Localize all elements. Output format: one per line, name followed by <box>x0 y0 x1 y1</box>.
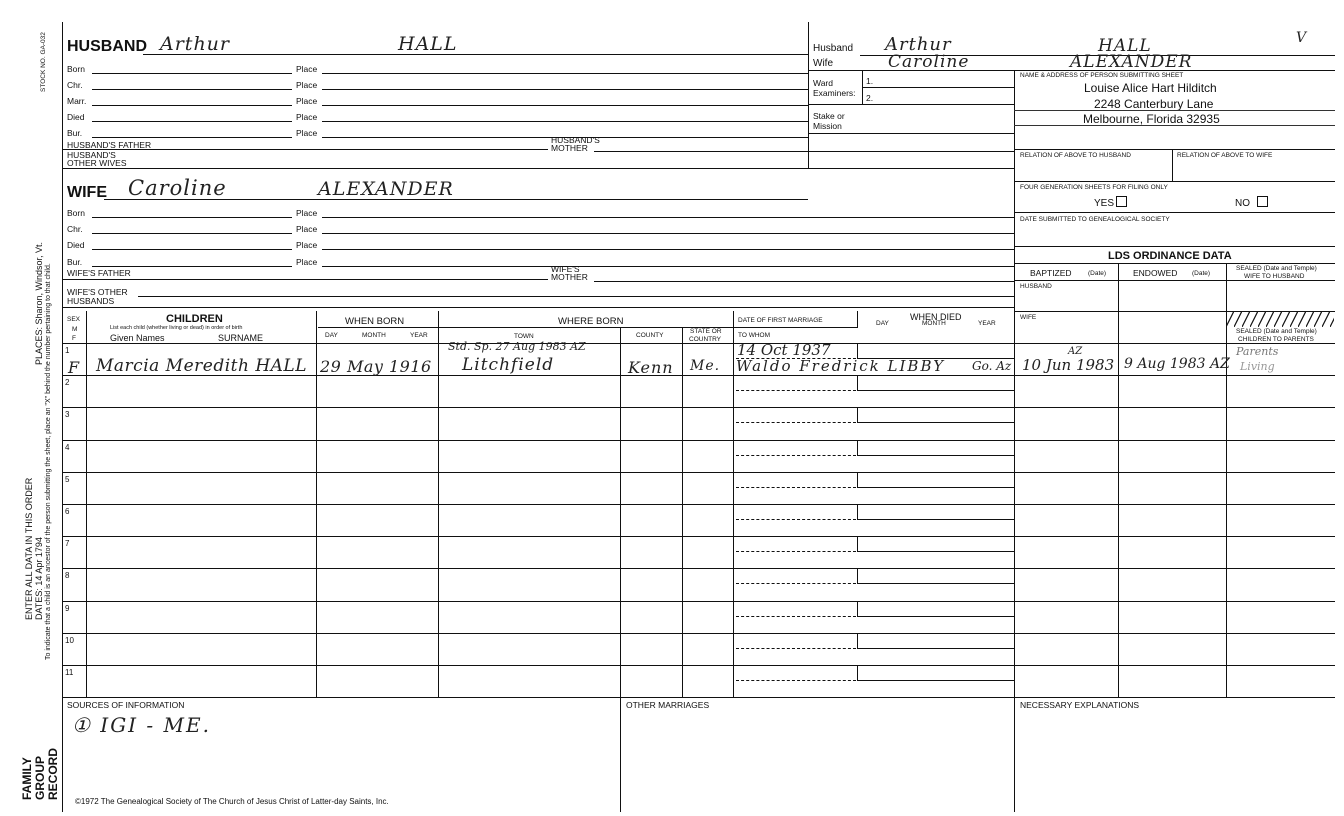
to-whom-label: TO WHOM <box>738 332 771 339</box>
husband-died-place-line <box>322 121 808 122</box>
submitter-bottom <box>1014 149 1335 150</box>
wife-chr-place-label: Place <box>296 224 318 234</box>
born-day-label: DAY <box>325 332 338 339</box>
sealed-wife-label-2: WIFE TO HUSBAND <box>1244 273 1305 280</box>
husband-mother-label-1: HUSBAND'S <box>551 135 600 145</box>
relation-wife-label: RELATION OF ABOVE TO WIFE <box>1177 152 1273 159</box>
footer-top-line <box>62 697 1335 698</box>
child-row-line <box>62 440 1335 441</box>
children-header-mid <box>318 327 858 328</box>
wife-died-date-line <box>92 249 292 250</box>
marriage-date-dash <box>736 551 856 552</box>
enter-all-note: ENTER ALL DATA IN THIS ORDER <box>24 477 34 620</box>
relation-bottom <box>1014 181 1335 182</box>
child-row-line <box>62 536 1335 537</box>
town-label: TOWN <box>514 333 534 340</box>
child-1-sealed-2: Living <box>1240 360 1275 373</box>
explanations-label: NECESSARY EXPLANATIONS <box>1020 700 1140 710</box>
husband-chr-date-line <box>92 89 292 90</box>
wife-born-label: Born <box>67 208 85 218</box>
submitter-line-2 <box>1014 125 1335 126</box>
wife-other-husbands-label-2: HUSBANDS <box>67 296 115 306</box>
col-marriage-divider <box>857 311 858 328</box>
wife-other-husbands-line <box>138 296 1014 297</box>
children-label: CHILDREN <box>166 313 223 325</box>
marriage-date-dash <box>736 583 856 584</box>
died-year-label: YEAR <box>978 320 996 327</box>
death-date-divider <box>857 408 858 422</box>
wife-chr-place-line <box>322 233 1014 234</box>
death-date-line <box>857 519 1014 520</box>
wife-bur-place-line <box>322 266 1014 267</box>
form-title-group: GROUP <box>33 755 47 800</box>
child-1-spouse: Waldo Fredrick LIBBY <box>736 357 946 375</box>
given-names-label: Given Names <box>110 333 165 343</box>
death-date-line <box>857 680 1014 681</box>
husband-given-name: Arthur <box>160 33 230 55</box>
places-note: PLACES: Sharon, Windsor, Vt. <box>34 241 44 365</box>
submitter-street: 2248 Canterbury Lane <box>1094 97 1214 111</box>
marriage-date-dash <box>736 616 856 617</box>
marriage-date-dash <box>736 487 856 488</box>
stake-label: Stake or <box>813 111 845 121</box>
sealed-children-label-1: SEALED (Date and Temple) <box>1236 328 1317 335</box>
child-row-number: 8 <box>65 571 70 581</box>
husband-marr-place-line <box>322 105 808 106</box>
four-gen-label: FOUR GENERATION SHEETS FOR FILING ONLY <box>1020 184 1168 191</box>
husband-died-place-label: Place <box>296 112 318 122</box>
wife-died-place-line <box>322 249 1014 250</box>
husband-section-bottom <box>62 168 1014 169</box>
husband-mother-line <box>594 151 1014 152</box>
husband-born-label: Born <box>67 64 85 74</box>
lds-wife-row-label: WIFE <box>1020 314 1037 321</box>
sources-label: SOURCES OF INFORMATION <box>67 700 185 710</box>
husband-chr-place-label: Place <box>296 80 318 90</box>
wife-bur-place-label: Place <box>296 257 318 267</box>
wife-chr-date-line <box>92 233 292 234</box>
death-date-divider <box>857 634 858 648</box>
wife-other-husbands-label-1: WIFE'S OTHER <box>67 287 128 297</box>
tr-corner-mark: V <box>1296 30 1308 46</box>
husband-mother-label-2: MOTHER <box>551 143 588 153</box>
husband-chr-place-line <box>322 89 808 90</box>
lds-title: LDS ORDINANCE DATA <box>1108 250 1232 262</box>
mission-label: Mission <box>813 121 842 131</box>
tr-husband-given: Arthur <box>885 34 952 55</box>
hatched-box <box>1226 311 1334 327</box>
footer-divider <box>620 697 621 812</box>
wife-father-label: WIFE'S FATHER <box>67 268 131 278</box>
husband-marr-date-line <box>92 105 292 106</box>
stock-number: STOCK NO. GA-032 <box>40 32 47 92</box>
death-date-line <box>857 616 1014 617</box>
child-row-number: 11 <box>65 668 74 677</box>
husband-other-wives-label-1: HUSBAND'S <box>67 150 116 160</box>
wife-given-name: Caroline <box>128 176 227 200</box>
child-row-number: 1 <box>65 346 70 355</box>
sources-value: ① IGI - ME. <box>72 713 211 737</box>
lds-header-bottom <box>1014 280 1335 281</box>
death-date-divider <box>857 441 858 455</box>
wife-bur-label: Bur. <box>67 257 83 267</box>
date-submitted-bottom <box>1014 246 1335 247</box>
marriage-date-dash <box>736 422 856 423</box>
died-day-label: DAY <box>876 320 889 327</box>
state-label-1: STATE OR <box>690 328 722 335</box>
husband-surname: HALL <box>398 33 458 55</box>
child-1-name: Marcia Meredith HALL <box>96 356 308 376</box>
death-date-divider <box>857 602 858 616</box>
submitter-name: Louise Alice Hart Hilditch <box>1084 81 1217 95</box>
wife-born-place-label: Place <box>296 208 318 218</box>
child-row-number: 7 <box>65 539 70 549</box>
wife-mother-label-1: WIFE'S <box>551 264 580 274</box>
other-marriages-label: OTHER MARRIAGES <box>626 700 710 710</box>
child-1-marriage-date: 14 Oct 1937 <box>737 341 831 359</box>
child-1-county: Kenn <box>628 358 674 377</box>
county-label: COUNTY <box>636 332 664 339</box>
yes-label: YES <box>1094 198 1115 209</box>
lds-title-bottom <box>1014 263 1335 264</box>
baptized-label: BAPTIZED <box>1030 268 1072 278</box>
child-row-line <box>62 568 1335 569</box>
husband-died-date-line <box>92 121 292 122</box>
examiner-1: 1. <box>866 76 874 86</box>
endowed-label: ENDOWED <box>1133 268 1178 278</box>
wife-bur-date-line <box>92 266 292 267</box>
husband-bur-date-line <box>92 137 292 138</box>
child-row-number: 4 <box>65 442 70 452</box>
born-month-label: MONTH <box>362 332 386 339</box>
marriage-date-dash <box>736 390 856 391</box>
col-town-divider <box>620 327 621 697</box>
death-date-line <box>857 583 1014 584</box>
husband-name-line <box>143 54 808 55</box>
form-title-family: FAMILY <box>20 757 34 800</box>
died-month-label: MONTH <box>922 320 946 327</box>
child-1-baptized-note: AZ <box>1068 346 1083 357</box>
husband-label: HUSBAND <box>67 38 147 55</box>
death-date-divider <box>857 505 858 519</box>
examiner-mid-line <box>862 87 1014 88</box>
sealed-wife-label-1: SEALED (Date and Temple) <box>1236 265 1317 272</box>
death-date-divider <box>857 537 858 551</box>
death-date-line <box>857 551 1014 552</box>
dates-note: DATES: 14 Apr 1794 <box>34 537 44 620</box>
husband-born-date-line <box>92 73 292 74</box>
child-row-line <box>62 601 1335 602</box>
when-died-label: WHEN DIED <box>910 312 962 322</box>
husband-born-place-line <box>322 73 808 74</box>
child-1-born: 29 May 1916 <box>320 357 432 376</box>
wife-died-label: Died <box>67 240 85 250</box>
examiner-2: 2. <box>866 93 874 103</box>
endowed-date-label: (Date) <box>1192 270 1211 277</box>
death-date-line <box>857 422 1014 423</box>
born-year-label: YEAR <box>410 332 428 339</box>
child-row-line <box>62 665 1335 666</box>
marriage-date-dash <box>736 648 856 649</box>
death-date-divider <box>857 344 858 358</box>
tr-wife-given: Caroline <box>888 52 970 72</box>
husband-other-wives-label-2: OTHER WIVES <box>67 158 127 168</box>
husband-chr-label: Chr. <box>67 80 83 90</box>
top-right-divider <box>808 22 809 168</box>
child-row-line <box>62 633 1335 634</box>
husband-father-line <box>62 149 548 150</box>
wife-died-place-label: Place <box>296 240 318 250</box>
child-1-sex: F <box>68 358 81 377</box>
when-born-label: WHEN BORN <box>345 316 405 327</box>
lds-husband-row-label: HUSBAND <box>1020 283 1052 290</box>
child-1-state: Me. <box>690 358 721 374</box>
marriage-date-dash <box>736 680 856 681</box>
baptized-date-label: (Date) <box>1088 270 1107 277</box>
husband-marr-place-label: Place <box>296 96 318 106</box>
death-date-line <box>857 648 1014 649</box>
child-row-number: 3 <box>65 410 70 420</box>
child-row-number: 9 <box>65 603 70 613</box>
relation-husband-label: RELATION OF ABOVE TO HUSBAND <box>1020 152 1131 159</box>
child-1-sealed-1: Parents <box>1236 345 1279 358</box>
child-row-line <box>62 472 1335 473</box>
wife-surname: ALEXANDER <box>318 178 454 200</box>
first-marriage-label: DATE OF FIRST MARRIAGE <box>738 317 823 324</box>
ancestor-instruction: To indicate that a child is an ancestor of the person submitting the sheet, place an "X" behind the number pertaining to that child. <box>45 263 52 660</box>
submitter-label: NAME & ADDRESS OF PERSON SUBMITTING SHEET <box>1020 72 1184 79</box>
ward-bottom-line <box>808 104 1014 105</box>
tr-wife-label: Wife <box>813 58 833 69</box>
death-date-line <box>857 487 1014 488</box>
wife-born-date-line <box>92 217 292 218</box>
stake-bottom-line <box>808 133 1014 134</box>
child-1-town: Litchfield <box>462 355 555 375</box>
wife-section-bottom <box>62 307 1014 308</box>
copyright: ©1972 The Genealogical Society of The Church of Jesus Christ of Latter-day Saints, Inc. <box>75 797 389 806</box>
child-row-number: 6 <box>65 507 70 516</box>
four-gen-bottom <box>1014 212 1335 213</box>
no-label: NO <box>1235 198 1250 209</box>
wife-chr-label: Chr. <box>67 224 83 234</box>
death-date-divider <box>857 569 858 583</box>
death-date-line <box>857 390 1014 391</box>
where-born-label: WHERE BORN <box>558 316 624 327</box>
tr-husband-label: Husband <box>813 43 854 54</box>
tr-husband-surname: HALL <box>1098 36 1152 56</box>
death-date-divider <box>857 473 858 487</box>
col-county-divider <box>682 327 683 697</box>
form-title-record: RECORD <box>46 747 60 800</box>
marriage-date-dash <box>736 455 856 456</box>
death-date-divider <box>857 376 858 390</box>
relation-divider <box>1172 149 1173 181</box>
child-row-line <box>62 407 1335 408</box>
husband-father-label: HUSBAND'S FATHER <box>67 140 152 150</box>
examiners-label: Examiners: <box>813 88 856 98</box>
child-row-number: 5 <box>65 474 70 484</box>
marriage-date-dash <box>736 519 856 520</box>
tr-wife-surname: ALEXANDER <box>1070 52 1193 72</box>
submitter-line-1 <box>1014 110 1335 111</box>
ward-label: Ward <box>813 78 833 88</box>
wife-father-line <box>62 279 548 280</box>
child-1-town-note: Std. Sp. 27 Aug 1983 AZ <box>448 340 586 353</box>
child-1-spouse-tail: Go. Az <box>972 359 1012 373</box>
sealed-children-label-2: CHILDREN TO PARENTS <box>1238 336 1314 343</box>
child-row-line <box>62 504 1335 505</box>
children-header-bottom <box>62 343 1335 344</box>
children-note: List each child (whether living or dead) in order of birth <box>110 325 243 331</box>
child-row-number: 2 <box>65 378 70 388</box>
wife-mother-label-2: MOTHER <box>551 272 588 282</box>
death-date-divider <box>857 666 858 680</box>
wife-label: WIFE <box>67 184 107 201</box>
husband-died-label: Died <box>67 112 85 122</box>
sex-label: SEX <box>67 316 81 323</box>
sex-m-label: M <box>72 326 78 333</box>
child-row-number: 10 <box>65 635 74 645</box>
state-label-2: COUNTRY <box>689 336 722 343</box>
sex-f-label: F <box>72 335 76 342</box>
child-1-endowed: 9 Aug 1983 AZ <box>1124 356 1230 372</box>
no-checkbox[interactable] <box>1257 196 1268 207</box>
husband-bur-place-label: Place <box>296 128 318 138</box>
yes-checkbox[interactable] <box>1116 196 1127 207</box>
husband-marr-label: Marr. <box>67 96 87 106</box>
surname-label: SURNAME <box>218 333 264 343</box>
child-1-baptized: 10 Jun 1983 <box>1022 356 1115 374</box>
death-date-line <box>857 455 1014 456</box>
husband-born-place-label: Place <box>296 64 318 74</box>
wife-born-place-line <box>322 217 1014 218</box>
husband-bur-label: Bur. <box>67 128 83 138</box>
submitter-city: Melbourne, Florida 32935 <box>1083 112 1220 126</box>
form-left-border <box>62 22 63 812</box>
date-submitted-label: DATE SUBMITTED TO GENEALOGICAL SOCIETY <box>1020 216 1170 223</box>
wife-mother-line <box>594 281 1014 282</box>
